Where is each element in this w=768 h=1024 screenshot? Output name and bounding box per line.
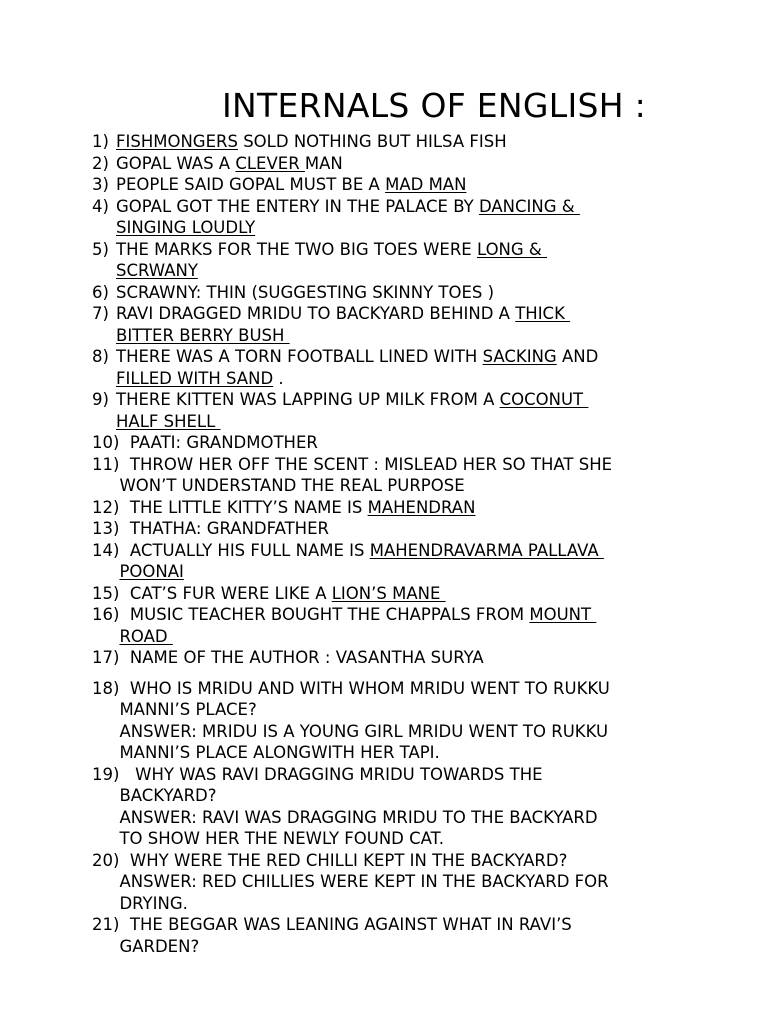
text-span: GOPAL WAS A [116,153,236,173]
text-line [119,914,752,936]
text-span: MANNI’S PLACE? [119,700,257,719]
text-line [119,871,752,893]
list-item [92,153,752,175]
item-text [119,647,752,669]
underlined-text: MOUNT [529,605,597,624]
list-item [92,303,752,346]
item-number: 16) [92,605,120,624]
text-span: WHY WERE THE RED CHILLI KEPT IN THE BACKYARD? [119,850,568,870]
item-number: 17) [92,648,120,667]
text-span: GARDEN? [119,936,200,956]
text-span: GOPAL GOT THE ENTERY IN THE PALACE BY [116,196,479,216]
text-span: ANSWER: RAVI WAS DRAGGING MRIDU TO THE BACKYARD [119,807,598,827]
item-number: 15) [92,583,120,603]
text-span: ANSWER: MRIDU IS A YOUNG GIRL MRIDU WENT TO RUKKU [119,721,609,741]
underlined-text: FISHMONGERS [116,132,238,151]
notes-list [92,131,752,957]
list-item [92,454,752,497]
text-span: PAATI: GRANDMOTHER [119,433,318,452]
text-span: PEOPLE SAID GOPAL MUST BE A [116,175,386,194]
text-line [116,325,752,347]
text-span: MANNI’S PLACE ALONGWITH HER TAPI. [119,743,440,762]
document-title: INTERNALS OF ENGLISH : [222,86,647,125]
item-number: 9) [92,390,109,409]
text-span: CAT’S FUR WERE LIKE A [119,583,332,603]
text-line [116,346,752,368]
text-span: ANSWER: RED CHILLIES WERE KEPT IN THE BACKYARD FOR [119,872,609,891]
item-text [116,196,752,239]
list-item [92,389,752,432]
item-number: 13) [92,519,120,538]
text-span: SCRAWNY: THIN (SUGGESTING SKINNY TOES ) [116,282,495,302]
list-item [92,239,752,282]
text-line [119,432,752,454]
item-number: 11) [92,454,120,474]
text-line [119,626,752,648]
underlined-text: THICK [515,304,571,323]
item-number: 5) [92,239,109,259]
list-item [92,174,752,196]
text-line [119,454,752,476]
text-span: MAN [304,153,343,173]
list-item [92,678,752,764]
underlined-text: COCONUT [499,390,589,409]
item-text [116,389,752,432]
text-line [119,518,752,540]
text-span: MUSIC TEACHER BOUGHT THE CHAPPALS FROM [119,605,530,624]
underlined-text: LION’S MANE [331,583,446,603]
text-line [119,561,752,583]
underlined-text: ROAD [119,626,173,646]
text-span: THERE KITTEN WAS LAPPING UP MILK FROM A [116,390,500,409]
underlined-text: SCRWANY [116,261,198,280]
list-item [92,647,752,669]
text-line [119,936,752,958]
text-span: THE MARKS FOR THE TWO BIG TOES WERE [116,239,477,259]
item-text [119,518,752,540]
underlined-text: FILLED WITH SAND [116,368,274,388]
item-text [119,850,752,915]
text-line [116,153,752,175]
item-number: 4) [92,196,109,216]
list-item [92,518,752,540]
item-text [116,153,752,175]
text-span: WON’T UNDERSTAND THE REAL PURPOSE [119,476,465,495]
text-line [119,764,752,786]
text-span: THERE WAS A TORN FOOTBALL LINED WITH [116,347,483,366]
text-line [119,893,752,915]
item-number: 19) [92,764,120,784]
text-line [119,721,752,743]
item-text [119,497,752,519]
list-item [92,346,752,389]
text-line [116,389,752,411]
text-line [119,475,752,497]
text-line [119,699,752,721]
item-number: 1) [92,132,109,151]
text-span: THE LITTLE KITTY’S NAME IS [119,497,368,517]
underlined-text: MAHENDRAN [367,497,476,517]
text-span: SOLD NOTHING BUT HILSA FISH [237,132,507,151]
item-text [116,174,752,196]
text-span: . [273,368,284,388]
text-line [119,742,752,764]
item-text [119,604,752,647]
text-span: ACTUALLY HIS FULL NAME IS [119,540,370,560]
text-line [116,239,752,261]
text-line [116,260,752,282]
list-item [92,497,752,519]
list-item [92,131,752,153]
underlined-text: MAD MAN [385,175,467,194]
text-line [116,196,752,218]
underlined-text: POONAI [119,562,184,581]
list-item [92,583,752,605]
underlined-text: SINGING LOUDLY [116,218,256,237]
list-item [92,764,752,850]
item-number: 10) [92,433,120,452]
underlined-text: CLEVER [235,153,305,173]
underlined-text: LONG & [476,239,548,259]
item-text [119,540,752,583]
text-span: THROW HER OFF THE SCENT : MISLEAD HER SO THAT SHE [119,454,613,474]
list-item [92,914,752,957]
underlined-text: SACKING [482,347,557,366]
item-number: 18) [92,678,120,698]
item-number: 8) [92,347,109,366]
list-item [92,540,752,583]
text-span: DRYING. [119,893,188,913]
item-number: 7) [92,304,109,323]
text-line [119,647,752,669]
text-line [116,131,752,153]
text-span: BACKYARD? [119,786,217,805]
text-line [119,497,752,519]
item-text [119,678,752,764]
list-item [92,196,752,239]
item-number: 12) [92,497,120,517]
list-item [92,850,752,915]
text-span: THATHA: GRANDFATHER [119,519,329,538]
text-line [116,411,752,433]
text-line [116,217,752,239]
item-number: 2) [92,153,109,173]
text-line [119,583,752,605]
text-span: TO SHOW HER THE NEWLY FOUND CAT. [119,829,445,848]
list-item [92,282,752,304]
text-line [119,540,752,562]
item-number: 21) [92,915,120,934]
item-text [119,454,752,497]
item-number: 20) [92,850,120,870]
underlined-text: DANCING & [478,196,580,216]
text-line [119,678,752,700]
list-item [92,432,752,454]
item-text [116,346,752,389]
text-line [119,604,752,626]
underlined-text: BITTER BERRY BUSH [116,325,290,345]
text-line [119,850,752,872]
text-span: WHO IS MRIDU AND WITH WHOM MRIDU WENT TO RUKKU [119,678,610,698]
text-line [116,174,752,196]
item-text [116,282,752,304]
text-span: NAME OF THE AUTHOR : VASANTHA SURYA [119,648,484,667]
underlined-text: HALF SHELL [116,411,221,431]
text-line [119,785,752,807]
text-line [119,828,752,850]
item-text [116,131,752,153]
list-item [92,604,752,647]
underlined-text: MAHENDRAVARMA PALLAVA [369,540,604,560]
item-text [119,764,752,850]
item-number: 6) [92,282,109,302]
text-line [116,282,752,304]
text-span: WHY WAS RAVI DRAGGING MRIDU TOWARDS THE [119,764,543,784]
text-line [116,368,752,390]
text-line [119,807,752,829]
item-text [116,303,752,346]
item-text [116,239,752,282]
text-span: AND [556,347,599,366]
item-text [119,432,752,454]
item-text [119,583,752,605]
text-span: THE BEGGAR WAS LEANING AGAINST WHAT IN RAVI’S [119,915,572,934]
item-number: 14) [92,540,120,560]
text-line [116,303,752,325]
item-number: 3) [92,175,109,194]
item-text [119,914,752,957]
text-span: RAVI DRAGGED MRIDU TO BACKYARD BEHIND A [116,304,516,323]
